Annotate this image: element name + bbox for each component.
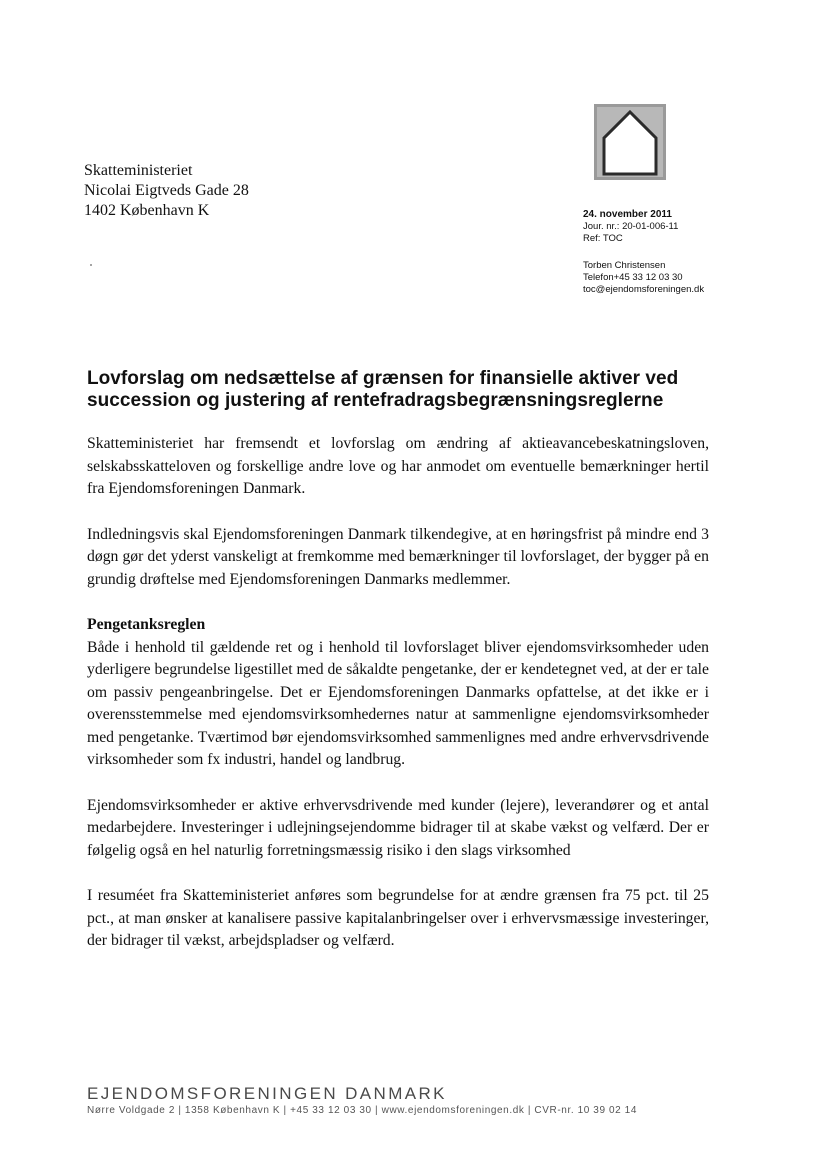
letter-date: 24. november 2011 [583, 209, 672, 220]
paragraph-deadline: Indledningsvis skal Ejendomsforeningen Danmark tilkendegive, at en høringsfrist på mindre end 3 døgn gør det yderst vanskeligt at fremkomme med bemærkninger til lovforslaget, der bygger på en grundig drøftelse med Ejendomsforeningen Danmarks medlemmer. [87, 525, 709, 588]
recipient-address [84, 161, 249, 221]
recipient-name: Skatteministeriet [84, 162, 193, 179]
section-heading: Pengetanksreglen [87, 616, 206, 633]
sender-name: Torben Christensen [583, 260, 666, 271]
scan-speck [90, 264, 92, 266]
paragraph-pengetank: Både i henhold til gældende ret og i henhold til lovforslaget bliver ejendomsvirksomheder uden yderligere begrundelse ligestillet med de såkaldte pengetanke, der er kendetegnet ved, at der er tale om passiv pengeanbringelse. Det er Ejendomsforeningen Danmarks opfattelse, at det ikke er i overensstemmelse med ejendomsvirksomhedernes natur at sammenligne ejendomsvirksomheder med pengetanke. Tværtimod bør ejendomsvirksomhed sammenlignes med andre erhvervsdrivende virksomheder som fx industri, handel og landbrug. [87, 638, 709, 768]
reference: Ref: TOC [583, 233, 623, 244]
recipient-city: 1402 København K [84, 202, 210, 219]
sender-phone: Telefon+45 33 12 03 30 [583, 272, 683, 283]
journal-number: Jour. nr.: 20-01-006-11 [583, 221, 679, 232]
footer-contact: Nørre Voldgade 2 | 1358 København K | +45 33 12 03 30 | www.ejendomsforeningen.dk | CVR-nr. 10 39 02 14 [87, 1105, 638, 1116]
recipient-street: Nicolai Eigtveds Gade 28 [84, 182, 249, 199]
sender-email: toc@ejendomsforeningen.dk [583, 284, 705, 295]
letter-meta [583, 209, 704, 296]
letter-headline: Lovforslag om nedsættelse af grænsen for finansielle aktiver ved succession og justering af rentefradragsbegrænsningsreglerne [87, 368, 679, 411]
paragraph-intro: Skatteministeriet har fremsendt et lovforslag om ændring af aktieavancebeskatningsloven, selskabsskatteloven og forskellige andre love og har anmodet om eventuelle bemærkninger hertil fra Ejendomsforeningen Danmark. [87, 435, 709, 497]
house-outline-logo [594, 104, 666, 180]
paragraph-active-business: Ejendomsvirksomheder er aktive erhvervsdrivende med kunder (lejere), leverandører og et antal medarbejdere. Investeringer i udlejningsejendomme bidrager til at skabe vækst og velfærd. Der er følgelig også en hel naturlig forretningsmæssig risiko i den slags virksomhed [87, 796, 709, 859]
footer-brand: EJENDOMSFORENINGEN DANMARK [87, 1084, 447, 1103]
paragraph-resume: I resuméet fra Skatteministeriet anføres som begrundelse for at ændre grænsen fra 75 pct. til 25 pct., at man ønsker at kanalisere passive kapitalanbringelser over i erhvervsmæssige investeringer, der bidrager til vækst, arbejdspladser og velfærd. [87, 887, 709, 949]
letter-body [87, 433, 709, 976]
